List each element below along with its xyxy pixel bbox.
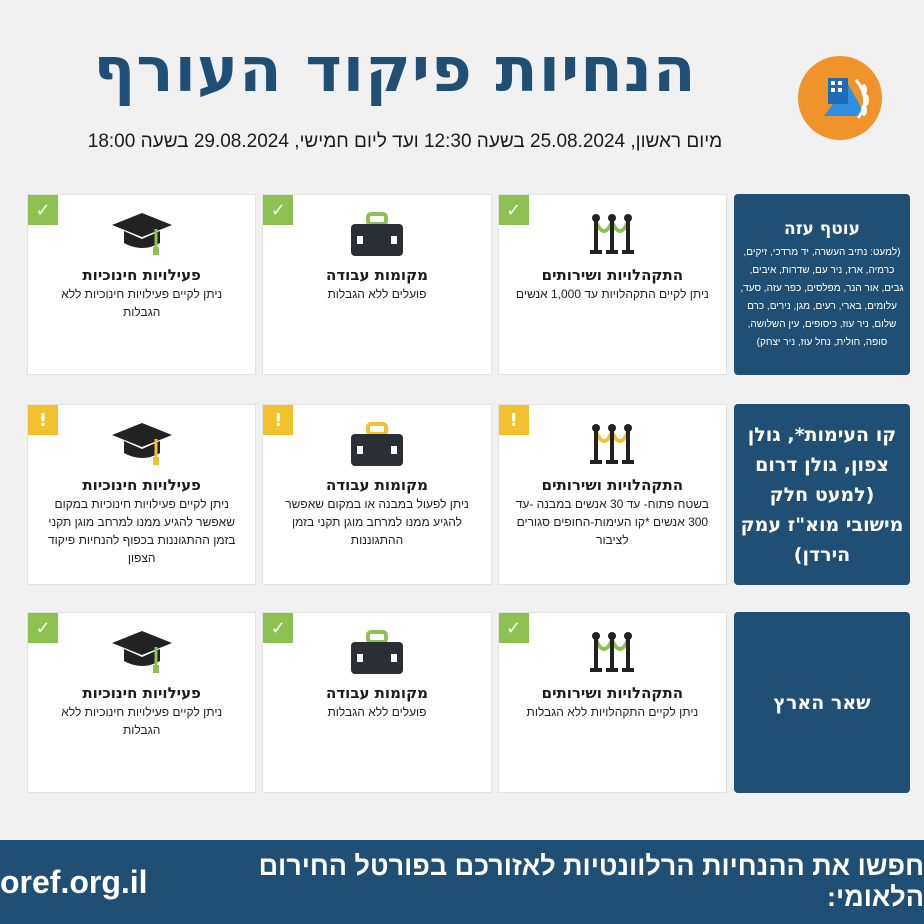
card-education (27, 612, 256, 793)
card-text: פועלים ללא הגבלות (327, 705, 427, 719)
card-workplaces (262, 404, 491, 585)
warning-icon: ! (499, 405, 529, 435)
region-title: עוטף עזה (784, 218, 860, 239)
card-group (27, 404, 727, 585)
page-title: הנחיות פיקוד העורף (93, 33, 697, 106)
card-gatherings (498, 612, 727, 793)
region-label (734, 404, 910, 585)
card-text: ניתן לקיים פעילויות חינוכיות במקום שאפשר להגיע ממנו למרחב מוגן תקני בזמן ההתגוננות בכפוף להנחיות פיקוד הצפון (47, 497, 236, 565)
warning-icon: ! (28, 405, 58, 435)
stanchions-icon (577, 623, 647, 681)
graduation-cap-icon (107, 415, 177, 473)
graduation-cap-icon (107, 205, 177, 263)
stanchions-icon (577, 415, 647, 473)
date-range-subtitle: מיום ראשון, 25.08.2024 בשעה 12:30 ועד ליום חמישי, 29.08.2024 בשעה 18:00 (87, 131, 723, 152)
card-title: פעילויות חינוכיות (82, 476, 201, 494)
region-row-rest-of-country (27, 612, 910, 793)
card-text: ניתן לקיים התקהלויות ללא הגבלות (526, 705, 699, 719)
region-label (734, 612, 910, 793)
portal-link[interactable]: oref.org.il (0, 863, 148, 900)
card-title: פעילויות חינוכיות (82, 684, 201, 702)
card-group (27, 612, 727, 793)
card-workplaces (262, 194, 491, 375)
home-front-command-logo-icon (798, 56, 882, 140)
card-title: התקהלויות ושירותים (541, 476, 684, 494)
card-gatherings (498, 404, 727, 585)
card-title: התקהלויות ושירותים (541, 266, 684, 284)
card-text: פועלים ללא הגבלות (327, 287, 427, 301)
check-icon: ✓ (499, 195, 529, 225)
region-row-confrontation-line (27, 404, 910, 585)
region-label (734, 194, 910, 375)
footer-banner (0, 840, 924, 924)
region-note: (למעט: נתיב העשרה, יד מרדכי, זיקים, כרמיה, ארז, ניר עם, שדרות, איבים, גבים, אור הנר, מפלסים, כפר עזה, סעד, עלומים, בארי, רעים, מגן, נירים, כרם שלום, ניר עוז, כיסופים, עין השלושה, סופה, חולית, נחל עוז, ניר יצחק) (740, 246, 904, 348)
card-gatherings (498, 194, 727, 375)
check-icon: ✓ (263, 195, 293, 225)
graduation-cap-icon (107, 623, 177, 681)
header (0, 0, 924, 190)
briefcase-icon (342, 415, 412, 473)
card-title: מקומות עבודה (326, 476, 428, 494)
card-text: ניתן לפעול במבנה או במקום שאפשר להגיע ממנו למרחב מוגן תקני בזמן ההתגוננות (285, 497, 469, 547)
card-text: ניתן לקיים פעילויות חינוכיות ללא הגבלות (61, 287, 223, 319)
card-text: ניתן לקיים התקהלויות עד 1,000 אנשים (515, 287, 709, 301)
card-education (27, 194, 256, 375)
card-text: ניתן לקיים פעילויות חינוכיות ללא הגבלות (61, 705, 223, 737)
card-title: פעילויות חינוכיות (82, 266, 201, 284)
card-text: בשטח פתוח- עד 30 אנשים במבנה -עד 300 אנשים *קו העימות-החופים סגורים לציבור (515, 497, 709, 547)
card-title: מקומות עבודה (326, 266, 428, 284)
stanchions-icon (577, 205, 647, 263)
card-workplaces (262, 612, 491, 793)
warning-icon: ! (263, 405, 293, 435)
region-title: קו העימות*, גולן צפון, גולן דרום (למעט חלק מישובי מוא"ז עמק הירדן) (740, 423, 904, 566)
check-icon: ✓ (28, 195, 58, 225)
region-title: שאר הארץ (773, 691, 871, 714)
card-title: התקהלויות ושירותים (541, 684, 684, 702)
check-icon: ✓ (28, 613, 58, 643)
card-education (27, 404, 256, 585)
card-group (27, 194, 727, 375)
check-icon: ✓ (263, 613, 293, 643)
briefcase-icon (342, 205, 412, 263)
card-title: מקומות עבודה (326, 684, 428, 702)
briefcase-icon (342, 623, 412, 681)
region-row-gaza-envelope (27, 194, 910, 375)
check-icon: ✓ (499, 613, 529, 643)
footer-text: חפשו את ההנחיות הרלוונטיות לאזורכם בפורטל החירום הלאומי: (258, 851, 924, 912)
